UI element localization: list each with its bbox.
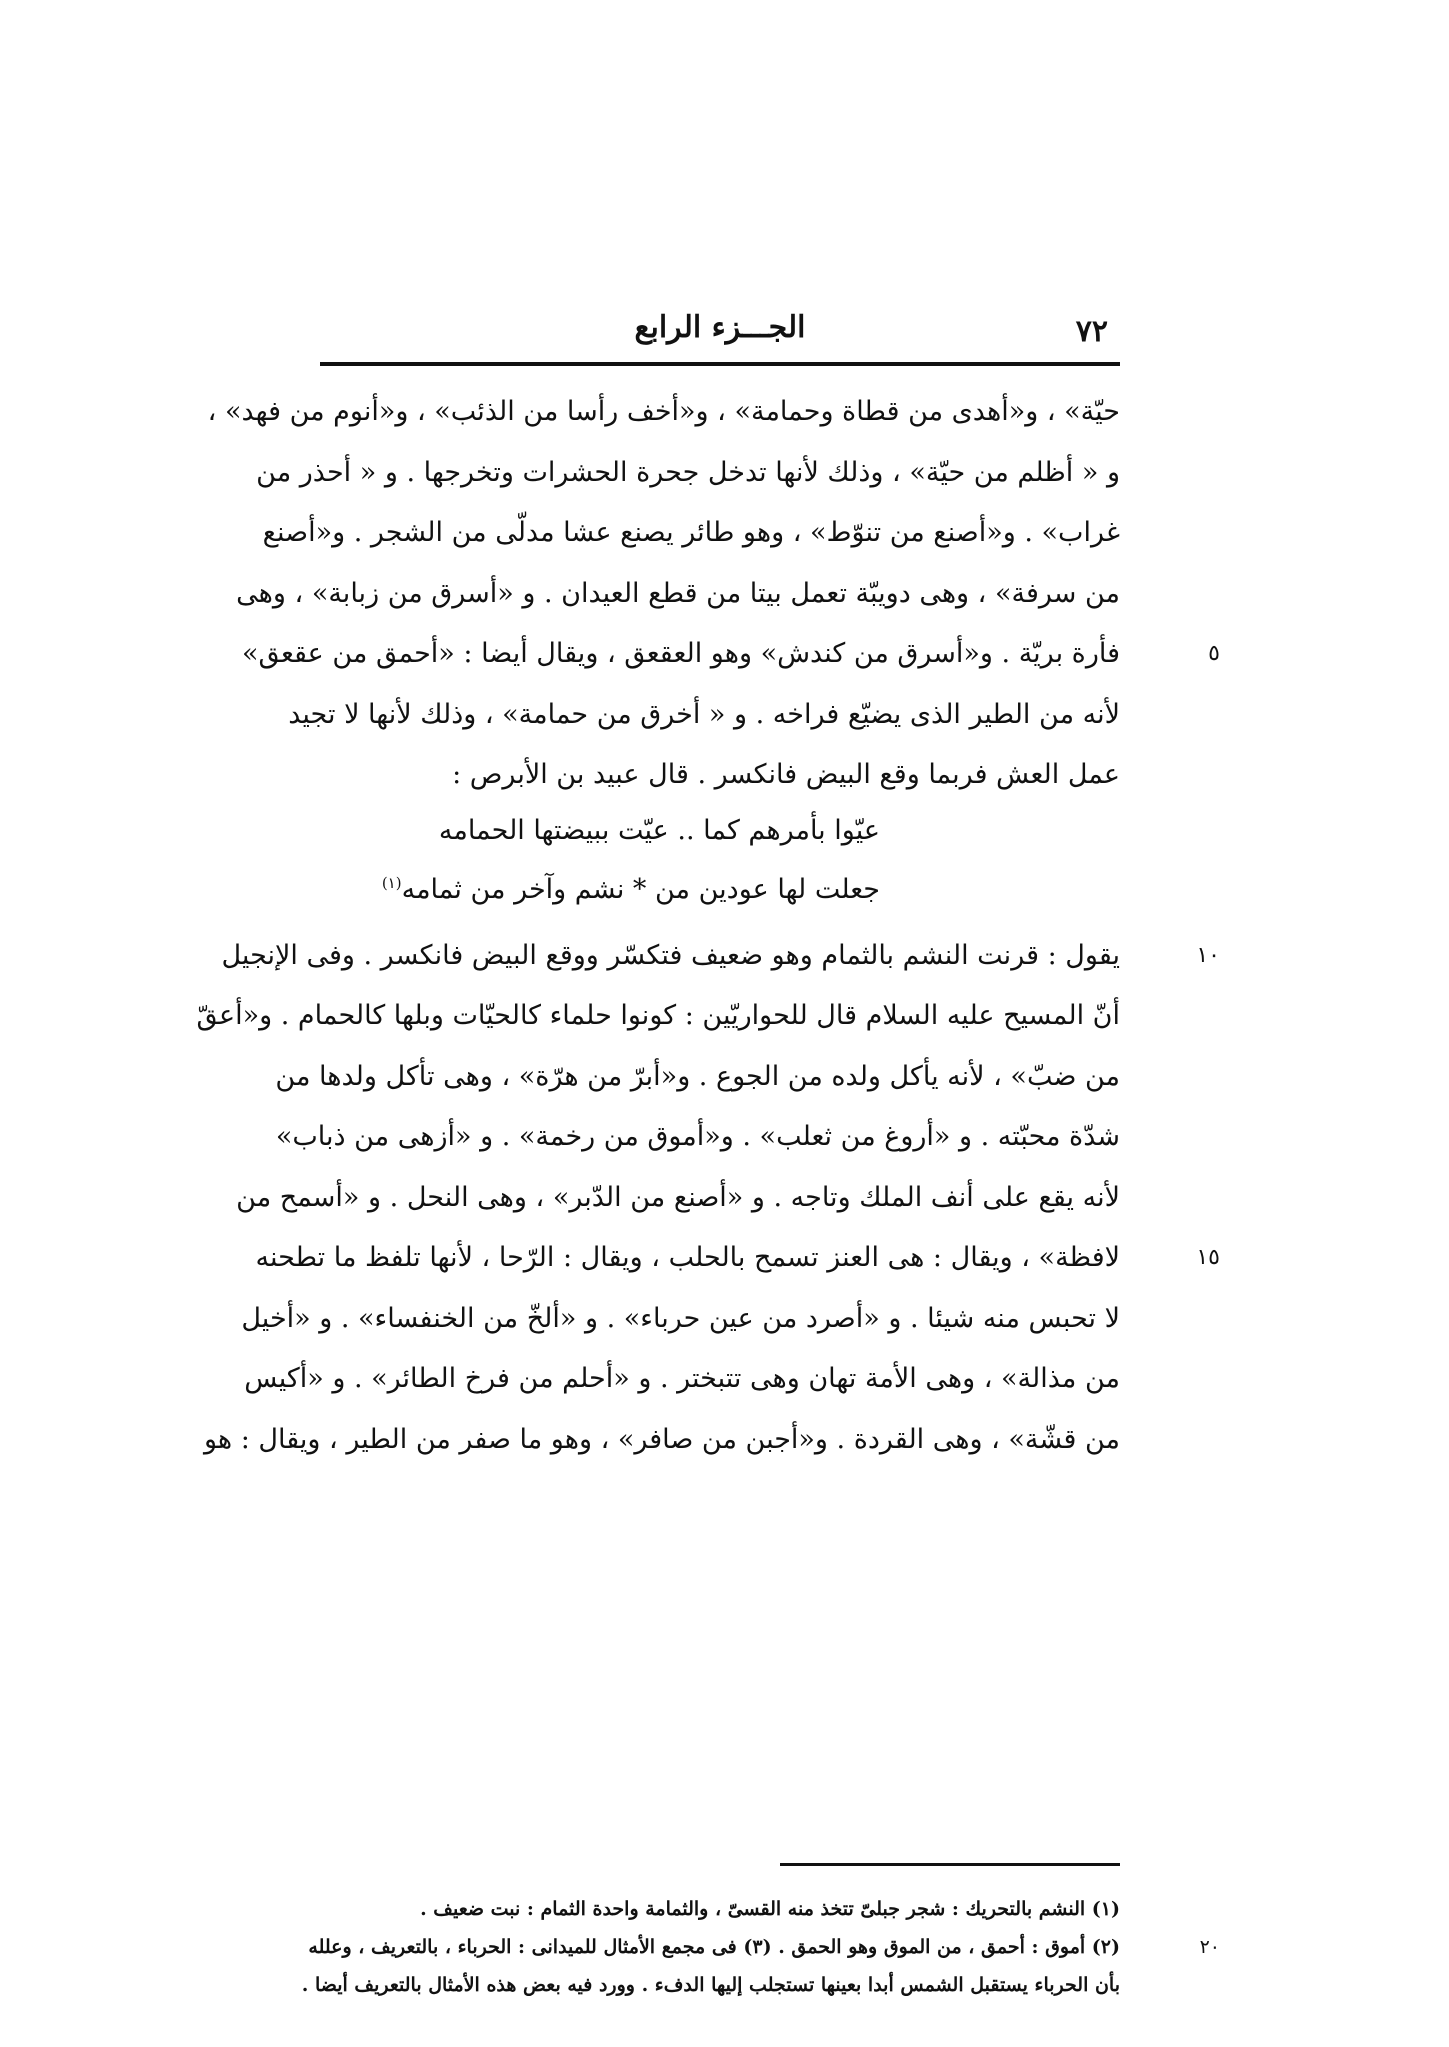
body-text [196, 382, 1220, 1470]
text-line: و « أظلم من حيّة» ، وذلك لأنها تدخل جحرة الحشرات وتخرجها . و « أحذر من [256, 456, 1120, 488]
footnote-marker: (١) [381, 873, 402, 892]
line-number: ٥ [1208, 641, 1220, 666]
footnote-rule [780, 1863, 1120, 1866]
verse-line-1: عيّوا بأمرهم كما .. عيّت ببيضتها الحمامه [438, 814, 880, 846]
text-line: لا تحبس منه شيئا . و «أصرد من عين حرباء» . و «ألخّ من الخنفساء» . و «أخيل [241, 1302, 1120, 1334]
footnote-1: (١) النشم بالتحريك : شجر جبلىّ تتخذ منه القسىّ ، والثمامة واحدة الثمام : نبت ضعيف . [420, 1898, 1120, 1920]
text-line: غراب» . و«أصنع من تنوّط» ، وهو طائر يصنع عشا مدلّى من الشجر . و«أصنع [262, 517, 1120, 548]
page-header [320, 300, 1120, 360]
text-line: لافظة» ، ويقال : هى العنز تسمح بالحلب ، ويقال : الرّحا ، لأنها تلفظ ما تطحنه ١٥ [320, 1228, 1120, 1289]
header-rule [320, 362, 1120, 366]
text-line: من سرفة» ، وهى دويبّة تعمل بيتا من قطع العيدان . و «أسرق من زبابة» ، وهى [236, 577, 1120, 609]
poetry-verse [320, 806, 1120, 926]
text-line: لأنه من الطير الذى يضيّع فراخه . و « أخرق من حمامة» ، وذلك لأنها لا تجيد [288, 698, 1120, 730]
verse-line-2: جعلت لها عودين من * نشم وآخر من ثمامه$^{(١)}$ [381, 873, 880, 905]
text-line: حيّة» ، و«أهدى من قطاة وحمامة» ، و«أخف رأسا من الذئب» ، و«أنوم من فهد» ، [207, 396, 1120, 427]
book-page [196, 300, 1220, 1996]
text-line: من مذالة» ، وهى الأمة تهان وهى تتبختر . و «أحلم من فرخ الطائر» . و «أكيس [244, 1363, 1120, 1394]
page-number: ٧٢ [1075, 314, 1108, 349]
text-line: من قشّة» ، وهى القردة . و«أجبن من صافر» ، وهو ما صفر من الطير ، ويقال : هو [203, 1423, 1120, 1455]
text-line: فأرة بريّة . و«أسرق من كندش» وهو العقعق ، ويقال أيضا : «أحمق من عقعق» ٥ [320, 624, 1120, 685]
line-number: ٢٠ [1199, 1936, 1220, 1958]
footnote-3-continued: بأن الحرباء يستقبل الشمس أبدا بعينها تستجلب إليها الدفء . وورد فيه بعض هذه الأمثال بالتعريف أيضا . [301, 1974, 1120, 1996]
footnote-2-3: (٢) أموق : أحمق ، من الموق وهو الحمق . (٣) فى مجمع الأمثال للميدانى : الحرباء ، بالتعريف ، وعلله ٢٠ [320, 1928, 1120, 1966]
running-title: الجـــزء الرابع [634, 310, 806, 345]
text-line: شدّة محبّته . و «أروغ من ثعلب» . و«أموق من رخمة» . و «أزهى من ذباب» [275, 1121, 1120, 1152]
text-line: لأنه يقع على أنف الملك وتاجه . و «أصنع من الدّبر» ، وهى النحل . و «أسمح من [236, 1181, 1120, 1213]
text-line: عمل العش فربما وقع البيض فانكسر . قال عبيد بن الأبرص : [452, 759, 1120, 790]
footnotes [301, 1890, 1220, 2004]
text-line: من ضبّ» ، لأنه يأكل ولده من الجوع . و«أبرّ من هرّة» ، وهى تأكل ولدها من [275, 1060, 1120, 1092]
text-line: أنّ المسيح عليه السلام قال للحواريّين : كونوا حلماء كالحيّات وبلها كالحمام . و«أعقّ [196, 1000, 1120, 1031]
text-line: يقول : قرنت النشم بالثمام وهو ضعيف فتكسّر ووقع البيض فانكسر . وفى الإنجيل ١٠ [320, 926, 1120, 987]
line-number: ١٠ [1196, 942, 1220, 968]
line-number: ١٥ [1196, 1245, 1220, 1270]
